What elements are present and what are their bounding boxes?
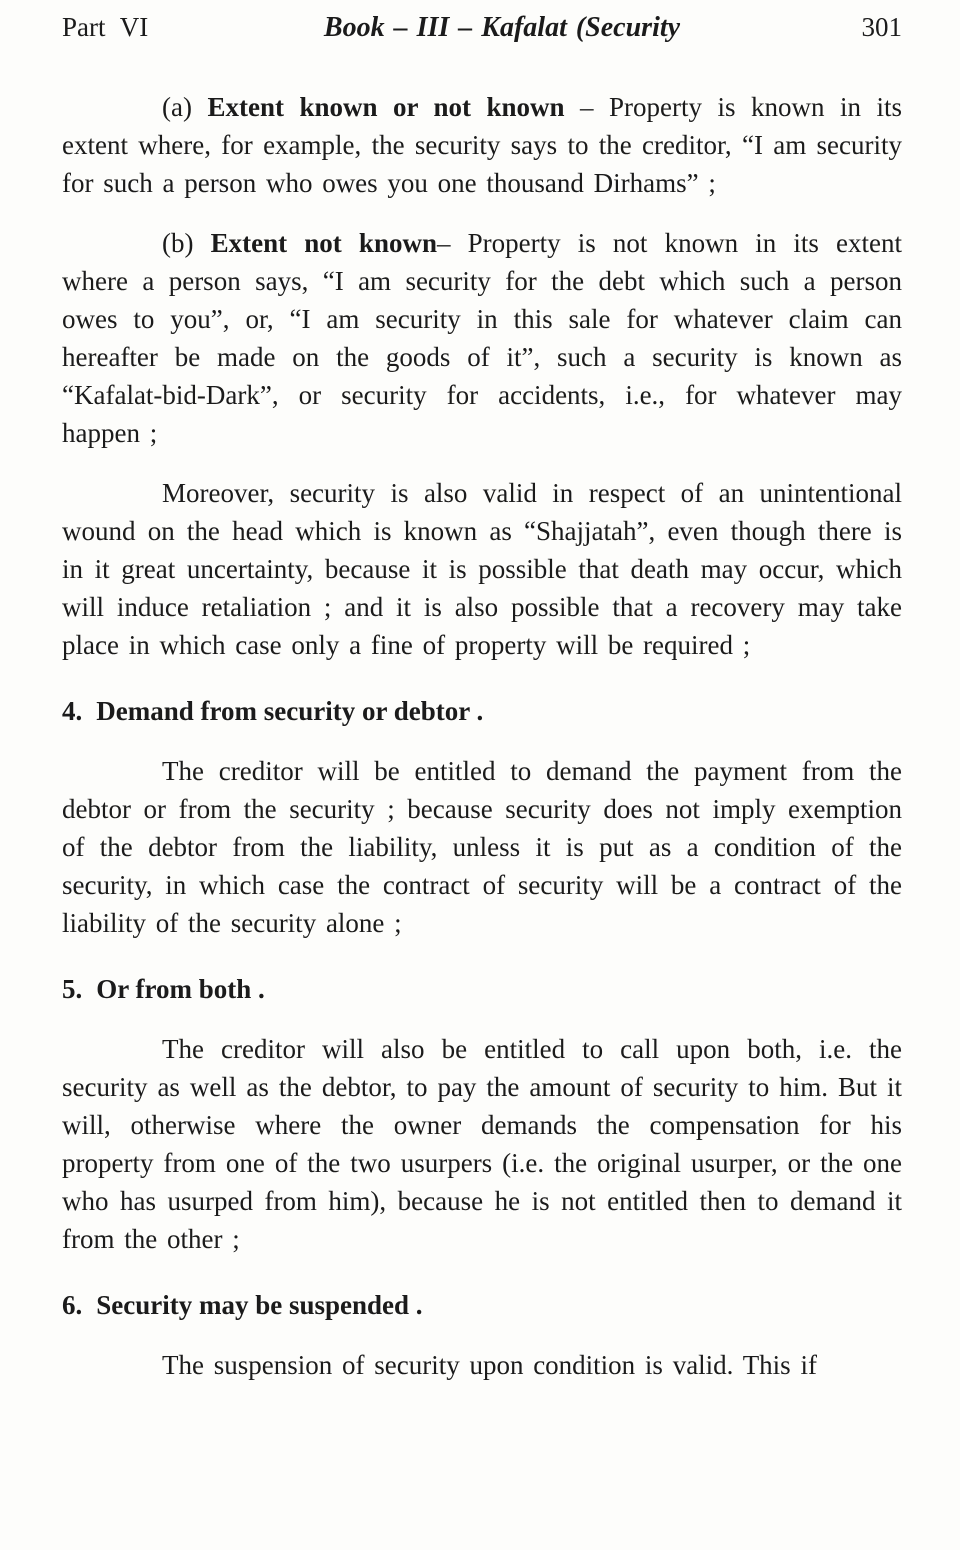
paragraph-a-bold: Extent known or not known	[207, 92, 565, 122]
section-4-heading	[62, 692, 902, 730]
section-4-body: The creditor will be entitled to demand the payment from the debtor or from the security ; because security does not imply exemption of the debtor from the liability, unless it is put as a condition of the security, in which case the contract of security will be a contract of the liability of the security alone ;	[62, 756, 902, 938]
section-4-title: Demand from security or debtor .	[96, 696, 484, 726]
paragraph-a-text: – Property is known in its extent where, for example, the security says to the creditor, “I am security for such a person who owes you one thousand Dirhams” ;	[62, 92, 902, 198]
section-6-heading	[62, 1286, 902, 1324]
paragraph-b-text: – Property is not known in its extent where a person says, “I am security for the debt which such a person owes to you”, or, “I am security in this sale for whatever claim can hereafter be made on the goods of it”, such a security is known as “Kafalat-bid-Dark”, or security for accidents, i.e., for whatever may happen ;	[62, 228, 902, 448]
paragraph-b-bold: Extent not known	[210, 228, 437, 258]
paragraph-a-label: (a)	[162, 92, 192, 122]
page-content	[62, 88, 902, 1384]
section-5-number: 5.	[62, 974, 83, 1004]
book-title: Book – III – Kafalat (Security	[323, 12, 681, 43]
section-6-number: 6.	[62, 1290, 83, 1320]
section-6-title: Security may be suspended .	[96, 1290, 423, 1320]
paragraph-b-label: (b)	[162, 228, 194, 258]
section-5-title: Or from both .	[96, 974, 265, 1004]
page-number: 301	[861, 12, 902, 42]
section-6-body: The suspension of security upon condition is valid. This if	[162, 1350, 817, 1380]
part-label: Part VI	[62, 12, 149, 42]
paragraph-b	[62, 224, 902, 452]
section-4-number: 4.	[62, 696, 83, 726]
page-header	[62, 12, 902, 44]
section-5-heading	[62, 970, 902, 1008]
section-5-body: The creditor will also be entitled to call upon both, i.e. the security as well as the debtor, to pay the amount of security to him. But it will, otherwise where the owner demands the compensation for his property from one of the two usurpers (i.e. the original usurper, or the one who has usurped from him), because he is not entitled then to demand it from the other ;	[62, 1034, 902, 1254]
paragraph-a	[62, 88, 902, 202]
paragraph-moreover: Moreover, security is also valid in respect of an unintentional wound on the head which is known as “Shajjatah”, even though there is in it great uncertainty, because it is possible that death may occur, which will induce retaliation ; and it is also possible that a recovery may take place in which case only a fine of property will be required ;	[62, 478, 902, 660]
